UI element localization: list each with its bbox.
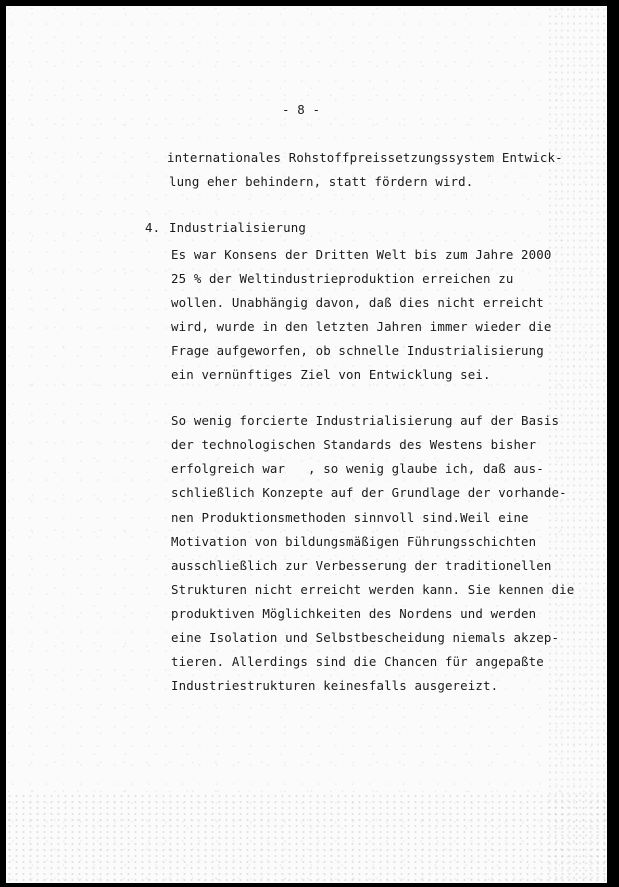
paragraph1-line: Es war Konsens der Dritten Welt bis zum Jahre 2000 (171, 247, 552, 262)
paragraph1-line: 25 % der Weltindustrieproduktion erreichen zu (171, 271, 514, 286)
paragraph2-line: tieren. Allerdings sind die Chancen für angepaßte (171, 654, 544, 669)
intro-line: lung eher behindern, statt fördern wird. (169, 174, 474, 189)
paragraph2-line: nen Produktionsmethoden sinnvoll sind.Weil eine (171, 510, 529, 525)
paragraph2-line: Strukturen nicht erreicht werden kann. Sie kennen die (171, 582, 575, 597)
paragraph2-line: eine Isolation und Selbstbescheidung niemals akzep- (171, 630, 560, 645)
scan-noise-right-edge (547, 6, 607, 883)
section-title: Industrialisierung (169, 220, 306, 235)
page-number: - 8 - (282, 102, 321, 117)
paragraph1-line: Frage aufgeworfen, ob schnelle Industrialisierung (171, 343, 544, 358)
scan-noise-bottom-edge (6, 793, 607, 883)
paragraph1-line: ein vernünftiges Ziel von Entwicklung sei. (171, 367, 491, 382)
paragraph1-line: wird, wurde in den letzten Jahren immer wieder die (171, 319, 552, 334)
paragraph2-line: ausschließlich zur Verbesserung der traditionellen (171, 558, 552, 573)
paragraph1-line: wollen. Unabhängig davon, daß dies nicht erreicht (171, 295, 544, 310)
document-page (6, 6, 607, 883)
paragraph2-line: Motivation von bildungsmäßigen Führungsschichten (171, 534, 537, 549)
paragraph2-line: Industriestrukturen keinesfalls ausgereizt. (171, 678, 499, 693)
intro-line: internationales Rohstoffpreissetzungssystem Entwick- (167, 150, 563, 165)
paragraph2-line: So wenig forcierte Industrialisierung auf der Basis (171, 413, 560, 428)
paragraph2-line: produktiven Möglichkeiten des Nordens und werden (171, 606, 537, 621)
section-number: 4. (145, 220, 161, 235)
paragraph2-line: der technologischen Standards des Westens bisher (171, 437, 537, 452)
paragraph2-line: erfolgreich war , so wenig glaube ich, daß aus- (171, 461, 544, 476)
paragraph2-line: schließlich Konzepte auf der Grundlage der vorhande- (171, 485, 567, 500)
